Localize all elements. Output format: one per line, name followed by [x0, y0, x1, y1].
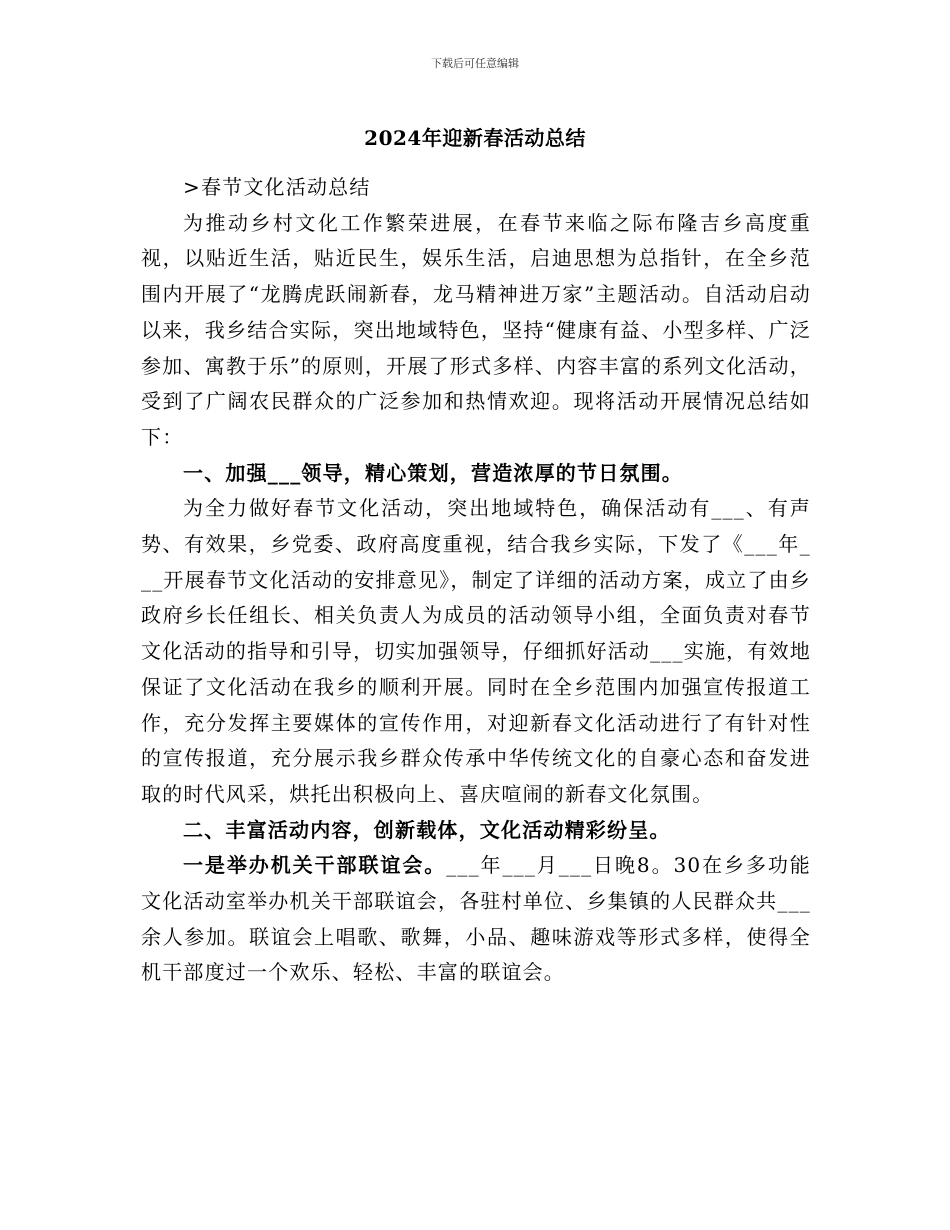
intro-paragraph: 为推动乡村文化工作繁荣进展，在春节来临之际布隆吉乡高度重视，以贴近生活，贴近民生，娱乐生活，启迪思想为总指针，在全乡范围内开展了“龙腾虎跃闹新春，龙马精神进万家”主题活动。自活动启动以来，我乡结合实际，突出地域特色，坚持“健康有益、小型多样、广泛参加、寓教于乐”的原则，开展了形式多样、内容丰富的系列文化活动，受到了广阔农民群众的广泛参加和热情欢迎。现将活动开展情况总结如下： — [141, 210, 811, 449]
document-subtitle: >春节文化活动总结 — [183, 175, 371, 199]
section-1-heading: 一、加强___领导，精心策划，营造浓厚的节日氛围。 — [183, 460, 683, 485]
page-header-note: 下载后可任意编辑 — [431, 57, 519, 70]
section-1-paragraph: 为全力做好春节文化活动，突出地域特色，确保活动有___、有声势、有效果，乡党委、政府高度重视，结合我乡实际，下发了《___年___开展春节文化活动的安排意见》，制定了详细的活动方案，成立了由乡政府乡长任组长、相关负责人为成员的活动领导小组，全面负责对春节文化活动的指导和引导，切实加强领导，仔细抓好活动___实施，有效地保证了文化活动在我乡的顺利开展。同时在全乡范围内加强宣传报道工作，充分发挥主要媒体的宣传作用，对迎新春文化活动进行了有针对性的宣传报道，充分展示我乡群众传承中华传统文化的自豪心态和奋发进取的时代风采，烘托出积极向上、喜庆喧闹的新春文化氛围。 — [141, 496, 811, 806]
document-body — [141, 170, 811, 991]
document-title: 2024年迎新春活动总结 — [364, 126, 586, 150]
section-2-heading: 二、丰富活动内容，创新载体，文化活动精彩纷呈。 — [183, 817, 671, 842]
item-1-text: ___年___月___日晚8。30在乡多功能文化活动室举办机关干部联谊会，各驻村单位、乡集镇的人民群众共___余人参加。联谊会上唱歌、歌舞，小品、趣味游戏等形式多样，使得全机干部度过一个欢乐、轻松、丰富的联谊会。 — [141, 853, 812, 985]
item-1-lead: 一是举办机关干部联谊会。 — [183, 853, 447, 878]
item-1-paragraph — [141, 848, 811, 991]
